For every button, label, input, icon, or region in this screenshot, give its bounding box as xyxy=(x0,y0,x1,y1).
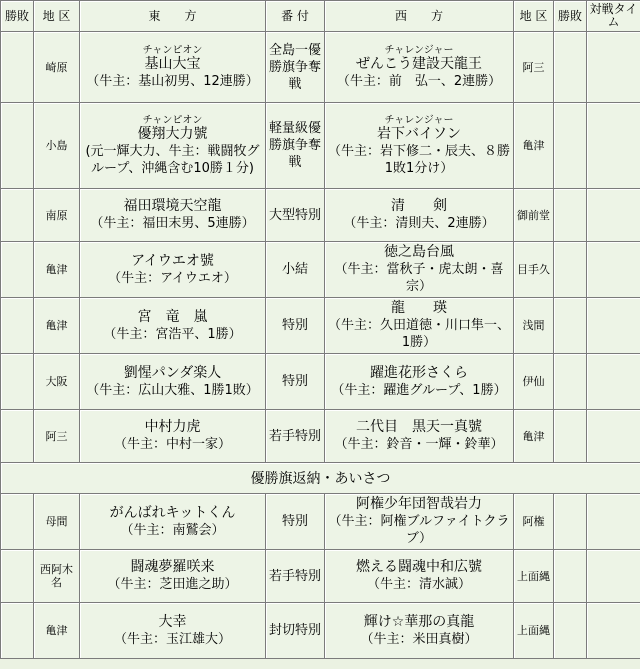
west-owner: （牛主：米田真樹） xyxy=(360,631,478,647)
west-area: 浅間 xyxy=(514,298,554,354)
time-cell xyxy=(587,189,640,242)
east-area: 西阿木名 xyxy=(34,550,80,603)
ceremony-banner: 優勝旗返納・あいさつ xyxy=(1,463,640,494)
bout-row xyxy=(1,354,640,410)
bout-type: 若手特別 xyxy=(266,550,325,603)
east-name: 大幸 xyxy=(158,613,187,630)
west-bull xyxy=(325,494,514,550)
result-left-cell xyxy=(1,603,34,659)
west-rank: チャレンジャー xyxy=(384,114,454,126)
east-area: 亀津 xyxy=(34,242,80,298)
east-bull xyxy=(80,603,266,659)
header-bout: 番 付 xyxy=(266,1,325,32)
time-cell xyxy=(587,410,640,463)
east-bull xyxy=(80,354,266,410)
west-bull xyxy=(325,603,514,659)
result-left-cell xyxy=(1,242,34,298)
west-area: 亀津 xyxy=(514,410,554,463)
result-right-cell xyxy=(554,298,587,354)
bout-type: 全島一優勝旗争奪戦 xyxy=(266,32,325,103)
east-area: 阿三 xyxy=(34,410,80,463)
result-left-cell xyxy=(1,494,34,550)
east-bull xyxy=(80,103,266,189)
time-cell xyxy=(587,32,640,103)
time-cell xyxy=(587,242,640,298)
west-area: 上面縄 xyxy=(514,603,554,659)
east-name: 闘魂夢羅咲来 xyxy=(130,559,215,575)
bout-row xyxy=(1,189,640,242)
east-name: 基山大宝 xyxy=(144,55,201,72)
east-area: 亀津 xyxy=(34,603,80,659)
ceremony-row xyxy=(1,463,640,494)
bout-type: 小結 xyxy=(266,242,325,298)
west-name: ぜんこう建設天龍王 xyxy=(356,55,482,72)
east-area: 大阪 xyxy=(34,354,80,410)
result-left-cell xyxy=(1,32,34,103)
bout-type: 大型特別 xyxy=(266,189,325,242)
west-name: 躍進花形さくら xyxy=(370,364,468,381)
east-owner: （牛主：宮浩平、1勝） xyxy=(103,326,242,342)
result-left-cell xyxy=(1,550,34,603)
result-left-cell xyxy=(1,298,34,354)
header-result-left: 勝敗 xyxy=(1,1,34,32)
west-name: 徳之島台風 xyxy=(384,244,454,260)
result-right-cell xyxy=(554,354,587,410)
time-cell xyxy=(587,603,640,659)
header-result-right: 勝敗 xyxy=(554,1,587,32)
result-left-cell xyxy=(1,103,34,189)
east-owner: （牛主：広山大雅、1勝1敗） xyxy=(86,382,259,398)
east-area: 亀津 xyxy=(34,298,80,354)
east-owner: (元一輝大力、牛主：戦闘牧グループ、沖縄含む10勝１分) xyxy=(85,143,260,176)
bout-type: 特別 xyxy=(266,354,325,410)
west-owner: （牛主：鈴音・一輝・鈴華） xyxy=(334,437,504,452)
west-bull xyxy=(325,550,514,603)
time-cell xyxy=(587,298,640,354)
east-owner: （牛主：アイウエオ） xyxy=(108,270,237,286)
east-owner: （牛主：南鷲会） xyxy=(120,522,225,538)
east-bull xyxy=(80,410,266,463)
east-area: 小島 xyxy=(34,103,80,189)
header-time: 対戦タイム xyxy=(587,1,640,32)
header-east: 東 方 xyxy=(80,1,266,32)
east-name: 中村力虎 xyxy=(144,419,201,435)
result-right-cell xyxy=(554,550,587,603)
east-name: 宮 竜 嵐 xyxy=(137,308,208,325)
east-owner: （牛主：芝田進之助） xyxy=(107,577,238,592)
west-name: 阿権少年団智哉岩力 xyxy=(356,496,482,512)
result-right-cell xyxy=(554,494,587,550)
result-right-cell xyxy=(554,603,587,659)
bout-row xyxy=(1,242,640,298)
west-bull xyxy=(325,103,514,189)
east-owner: （牛主：基山初男、12連勝） xyxy=(86,73,259,89)
west-owner: （牛主：岩下修二・辰夫、８勝1敗1分け） xyxy=(327,143,510,176)
east-bull xyxy=(80,550,266,603)
west-name: 龍 瑛 xyxy=(391,300,447,316)
west-owner: （牛主：阿権ブルファイトクラブ） xyxy=(328,514,510,546)
header-area-left: 地 区 xyxy=(34,1,80,32)
result-right-cell xyxy=(554,410,587,463)
bout-row xyxy=(1,494,640,550)
result-left-cell xyxy=(1,410,34,463)
west-bull xyxy=(325,242,514,298)
bout-row xyxy=(1,550,640,603)
east-owner: （牛主：中村一家） xyxy=(113,437,231,452)
bout-type: 軽量級優勝旗争奪戦 xyxy=(266,103,325,189)
time-cell xyxy=(587,494,640,550)
time-cell xyxy=(587,550,640,603)
east-bull xyxy=(80,242,266,298)
time-cell xyxy=(587,354,640,410)
west-bull xyxy=(325,354,514,410)
west-area: 目手久 xyxy=(514,242,554,298)
bout-type: 特別 xyxy=(266,494,325,550)
east-owner: （牛主：福田末男、5連勝） xyxy=(90,216,255,231)
west-name: 岩下バイソン xyxy=(377,125,461,142)
result-right-cell xyxy=(554,242,587,298)
west-owner: （牛主：清則夫、2連勝） xyxy=(343,216,495,231)
west-area: 伊仙 xyxy=(514,354,554,410)
west-area: 上面縄 xyxy=(514,550,554,603)
east-area: 崎原 xyxy=(34,32,80,103)
west-name: 清 剣 xyxy=(391,198,447,214)
west-rank: チャレンジャー xyxy=(384,44,454,56)
east-area: 南原 xyxy=(34,189,80,242)
west-area: 御前堂 xyxy=(514,189,554,242)
west-bull xyxy=(325,32,514,103)
result-right-cell xyxy=(554,103,587,189)
time-cell xyxy=(587,103,640,189)
bout-row xyxy=(1,410,640,463)
east-name: がんばれキットくん xyxy=(109,504,236,521)
east-bull xyxy=(80,494,266,550)
west-area: 阿三 xyxy=(514,32,554,103)
west-area: 阿権 xyxy=(514,494,554,550)
bout-row xyxy=(1,32,640,103)
east-owner: （牛主：玉江雄大） xyxy=(113,631,231,647)
header-west: 西 方 xyxy=(325,1,514,32)
east-bull xyxy=(80,298,266,354)
west-area: 亀津 xyxy=(514,103,554,189)
east-name: 優翔大力號 xyxy=(137,125,208,142)
bout-row xyxy=(1,103,640,189)
west-owner: （牛主：躍進グループ、1勝） xyxy=(331,382,507,398)
bout-type: 封切特別 xyxy=(266,603,325,659)
bout-type: 若手特別 xyxy=(266,410,325,463)
result-right-cell xyxy=(554,32,587,103)
result-right-cell xyxy=(554,189,587,242)
west-bull xyxy=(325,410,514,463)
header-row xyxy=(1,1,640,32)
east-name: 劉惺パンダ楽人 xyxy=(123,364,222,381)
west-owner: （牛主：前 弘一、2連勝） xyxy=(336,73,502,89)
west-name: 二代目 黒天一真號 xyxy=(356,419,482,435)
east-area: 母間 xyxy=(34,494,80,550)
header-area-right: 地 区 xyxy=(514,1,554,32)
bout-row xyxy=(1,298,640,354)
bout-type: 特別 xyxy=(266,298,325,354)
west-owner: （牛主：當秋子・虎太朗・喜宗） xyxy=(334,262,504,294)
east-bull xyxy=(80,189,266,242)
result-left-cell xyxy=(1,354,34,410)
west-owner: （牛主：久田道徳・川口隼一、1勝） xyxy=(327,318,510,350)
west-owner: （牛主：清水誠） xyxy=(366,577,471,592)
east-bull xyxy=(80,32,266,103)
east-rank: チャンピオン xyxy=(142,44,203,56)
east-rank: チャンピオン xyxy=(142,114,203,126)
west-bull xyxy=(325,189,514,242)
west-name: 燃える闘魂中和広號 xyxy=(356,559,482,575)
result-left-cell xyxy=(1,189,34,242)
west-bull xyxy=(325,298,514,354)
bout-row xyxy=(1,603,640,659)
east-name: アイウエオ號 xyxy=(131,252,214,269)
east-name: 福田環境天空龍 xyxy=(123,198,222,214)
west-name: 輝け☆華那の真龍 xyxy=(363,613,475,630)
